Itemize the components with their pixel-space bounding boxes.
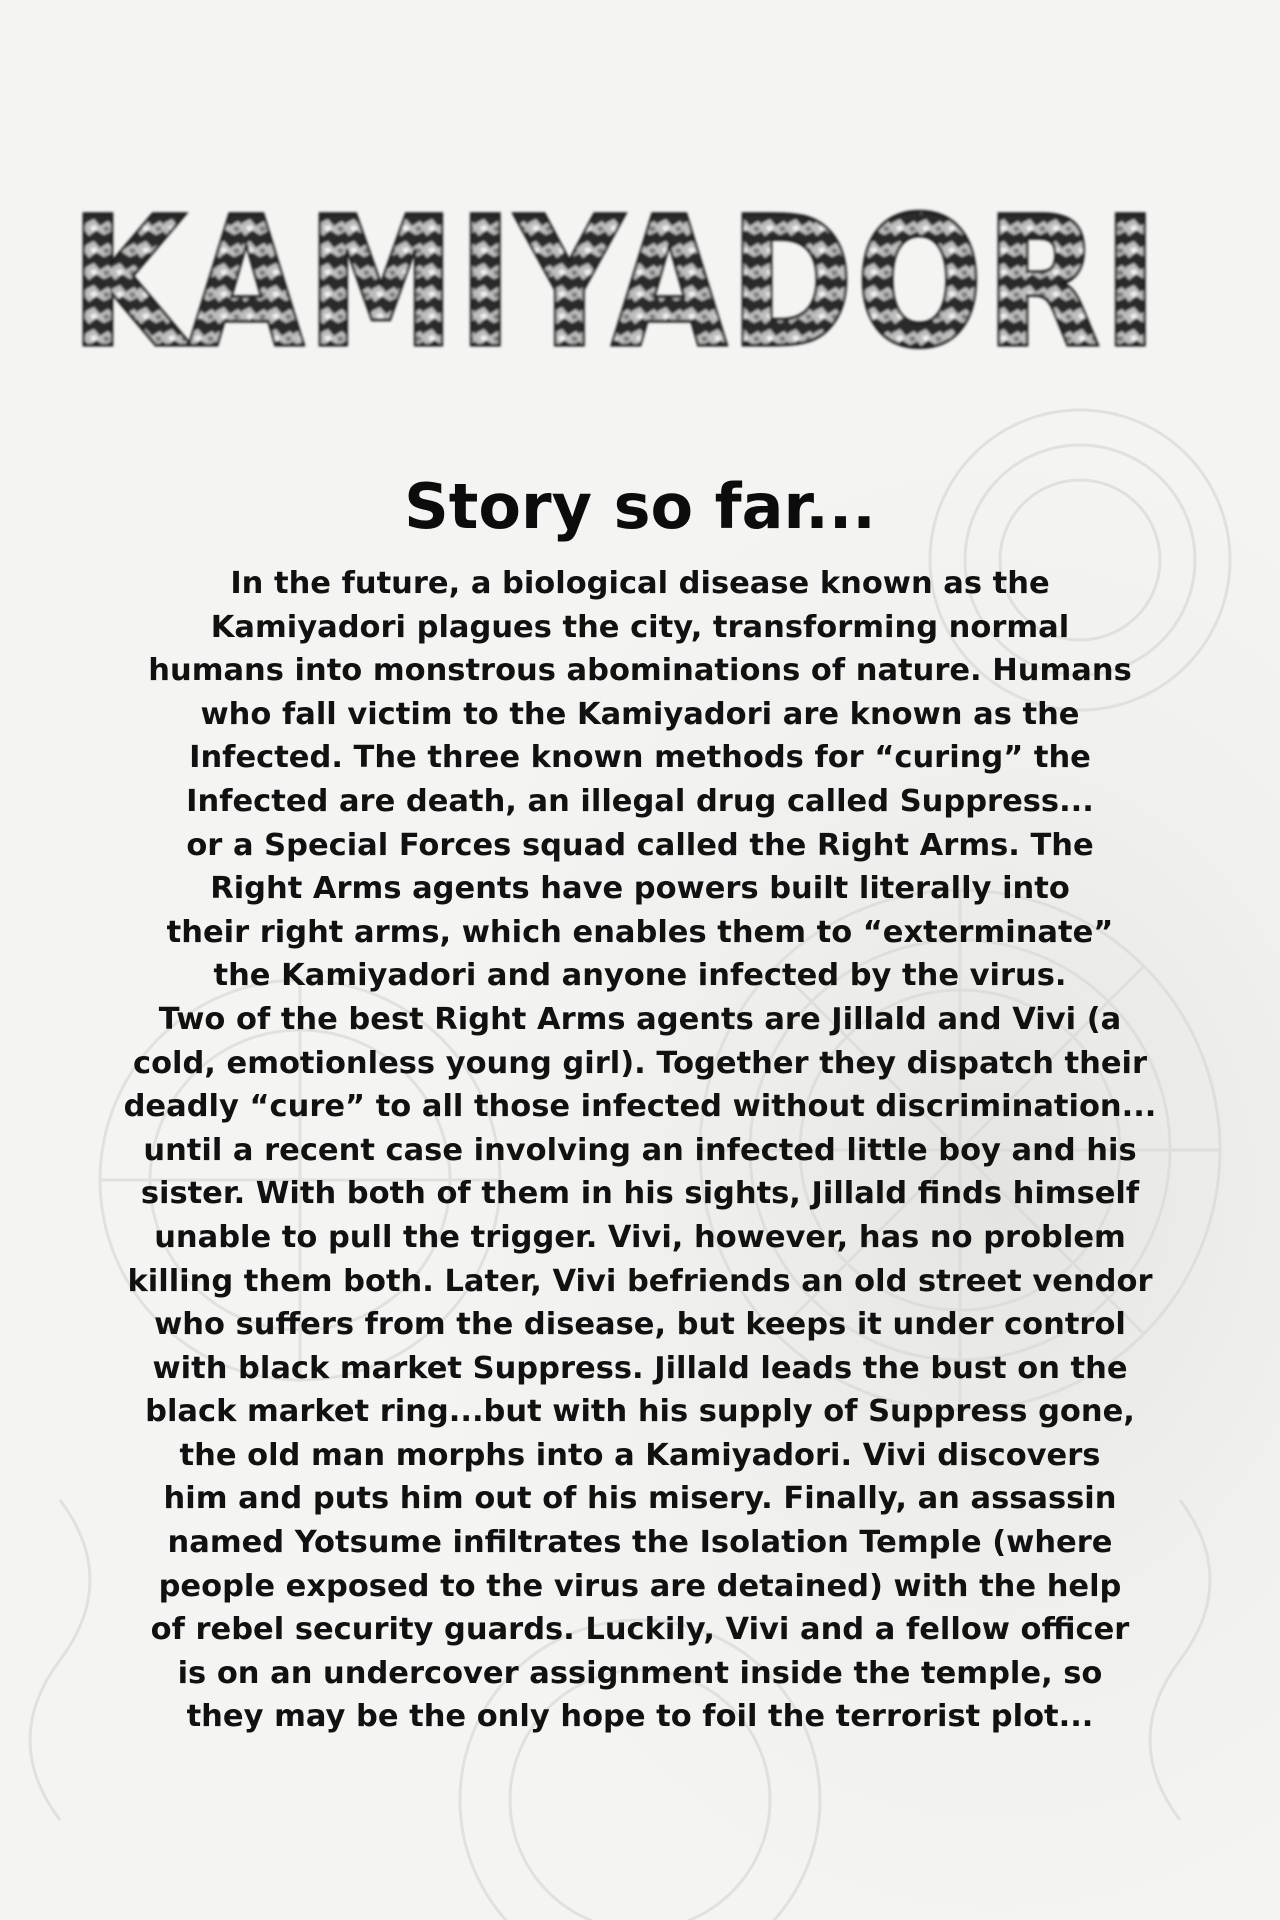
story-line: deadly “cure” to all those infected without discrimination... bbox=[123, 1089, 1157, 1125]
story-line: the old man morphs into a Kamiyadori. Vivi discovers bbox=[179, 1437, 1101, 1473]
story-line: unable to pull the trigger. Vivi, however, has no problem bbox=[154, 1219, 1126, 1255]
story-line: they may be the only hope to foil the terrorist plot... bbox=[186, 1699, 1094, 1735]
story-line: Right Arms agents have powers built literally into bbox=[210, 871, 1070, 907]
story-line: with black market Suppress. Jillald leads the bust on the bbox=[152, 1350, 1128, 1386]
story-line: who fall victim to the Kamiyadori are known as the bbox=[200, 696, 1080, 732]
story-line: him and puts him out of his misery. Finally, an assassin bbox=[163, 1481, 1117, 1517]
story-line: is on an undercover assignment inside the temple, so bbox=[177, 1655, 1103, 1691]
logo-text: KAMIYADORI bbox=[70, 179, 1160, 388]
story-line: people exposed to the virus are detained) with the help bbox=[158, 1568, 1122, 1604]
story-line: the Kamiyadori and anyone infected by the virus. bbox=[213, 958, 1067, 994]
story-line: In the future, a biological disease known as the bbox=[230, 566, 1050, 601]
story-line: their right arms, which enables them to “exterminate” bbox=[166, 914, 1114, 950]
logo-artwork bbox=[60, 179, 1170, 388]
story-line: humans into monstrous abominations of nature. Humans bbox=[148, 653, 1132, 689]
story-summary bbox=[80, 562, 1200, 1739]
story-line: cold, emotionless young girl). Together they dispatch their bbox=[132, 1045, 1148, 1081]
kamiyadori-logo bbox=[60, 179, 1170, 388]
page-title: Story so far... bbox=[404, 470, 876, 543]
story-line: Kamiyadori plagues the city, transforming normal bbox=[210, 609, 1070, 645]
story-line: killing them both. Later, Vivi befriends an old street vendor bbox=[127, 1263, 1153, 1299]
story-line: who suffers from the disease, but keeps it under control bbox=[154, 1307, 1126, 1343]
story-line: Two of the best Right Arms agents are Jillald and Vivi (a bbox=[158, 1001, 1122, 1037]
story-line: named Yotsume infiltrates the Isolation Temple (where bbox=[167, 1525, 1113, 1561]
story-line: of rebel security guards. Luckily, Vivi and a fellow officer bbox=[150, 1612, 1130, 1648]
story-line: or a Special Forces squad called the Right Arms. The bbox=[186, 827, 1094, 863]
story-line: Infected. The three known methods for “curing” the bbox=[189, 740, 1091, 776]
story-line: sister. With both of them in his sights, Jillald finds himself bbox=[140, 1176, 1140, 1212]
story-line: black market ring...but with his supply of Suppress gone, bbox=[145, 1394, 1135, 1430]
story-line: Infected are death, an illegal drug called Suppress... bbox=[186, 783, 1094, 819]
story-line: until a recent case involving an infected little boy and his bbox=[143, 1132, 1137, 1168]
